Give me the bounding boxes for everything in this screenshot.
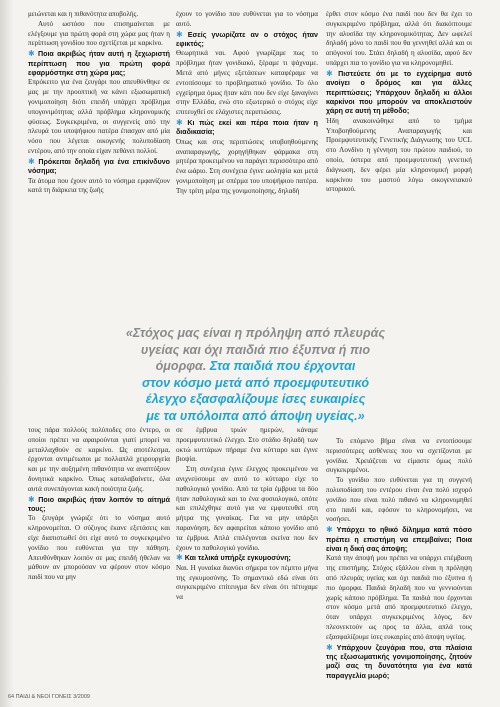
star-icon: ✱	[176, 117, 183, 127]
column-3-bottom	[326, 437, 472, 681]
paragraph: Θεωρητικά ναι. Αφού γνωρίζαμε πως το πρόβλημα ήταν γονιδιακό, ξέραμε τι ψάχναμε. Μετά από μήνες εξετάσεων καταφέραμε να εντοπίσουμε το προβληματικό γονίδιο. Το όλο εγχείρημα όμως ήταν κάτι που δεν είχε ξαναγίνει στην Ελλάδα, ενώ στο εξωτερικό ο στόχος είχε επιτευχθεί σε ελάχιστες περιπτώσεις.	[176, 49, 318, 117]
star-icon: ✱	[28, 49, 35, 59]
question-text: Υπάρχει το ηθικό δίλημμα κατά πόσο πρέπει η επιστήμη να επεμβαίνει; Ποια είναι η δική σας άποψη;	[326, 526, 473, 553]
question-text: Κι πώς εκεί και πέρα ποια ήταν η διαδικασία;	[176, 118, 318, 137]
star-icon: ✱	[326, 525, 333, 535]
question-heading	[326, 69, 472, 117]
question-heading	[326, 643, 472, 682]
question-text: Υπάρχουν ζευγάρια που, στα πλαίσια της εξωσωματικής γονιμοποίησης, ζητούν μαζί σας τη δυνατότητα για ένα κατά παραγγελία μωρό;	[326, 643, 473, 680]
question-text: Εσείς γνωρίζατε αν ο στόχος ήταν εφικτός;	[176, 30, 318, 48]
question-heading	[326, 525, 472, 554]
pull-quote-fragment: Στα παιδιά που έρχονται	[209, 359, 356, 374]
question-text: Πρόκειται δηλαδή για ένα επικίνδυνο νόσημα;	[28, 157, 170, 176]
pull-quote-line: έλεγχο εξασφαλίζουμε ίσες ευκαιρίες	[145, 392, 366, 407]
question-text: Και τελικά υπήρξε εγκυμοσύνη;	[184, 554, 291, 563]
column-1-bottom	[28, 426, 170, 583]
paragraph: Στη συνέχεια έγινε έλεγχος προκειμένου να ανιχνεύσουμε αν αυτό το κύτταρο είχε το παθολογικό γονίδιο. Από τα τρία έμβρυα τα δύο ήταν παθολογικά και το ένα φυσιολογικό, οπότε και επιλέχθηκε αυτό για να εμφυτευθεί στη μήτρα της γυναίκας. Για να μην υπάρξει παρανόηση, δεν αφαιρείται κάποιο γονίδιο από τα έμβρυα. Απλά επιλέγονται εκείνα που δεν έχουν το παθολογικό γονίδιο.	[176, 465, 318, 552]
question-text: Ποιο ακριβώς ήταν λοιπόν το αίτημά τους;	[28, 495, 170, 513]
star-icon: ✱	[176, 553, 183, 563]
paragraph: Αυτό ωστόσο που επισημαίνεται με ελέγξουμε για πρώτη φορά στη χώρα μας ήταν η περίπτωση γονιδίου που σχετίζεται με καρκίνο.	[28, 19, 170, 48]
column-2-top	[176, 10, 318, 197]
paragraph: μειώνεται και η πιθανότητα αποβολής.	[28, 10, 139, 18]
paragraph: τους πάρα πολλούς πολύποδες στο έντερο, οι οποίοι πρέπει να αφαιρούνται γιατί μπορεί να μεταλλαχθούν σε καρκίνο. Ως αποτέλεσμα, έρχονται αντιμέτωποι με πολλαπλά χειρουργεία και με την αυξημένη πιθανότητα να αναπτύξουν δυνητικά καρκίνο. Όπως καταλαβαίνετε, όλα αυτά συνεπάγονται κακή ποιότητα ζωής.	[28, 426, 170, 493]
question-text: Ποια ακριβώς ήταν αυτή η ξεχωριστή περίπτωση που για πρώτη φορά εφαρμόστηκε στη χώρα μας;	[28, 50, 170, 77]
paragraph: Επρόκειτο για ένα ζευγάρι που απευθύνθηκε σε μας με την προοπτική να κάνει εξωσωματική γονιμοποίηση διότι επειδή υπάρχει πρόβλημα υπογονιμότητας αλλά πρόβλημα κληρονομικής φύσεως. Συγκεκριμένα, οι συγγενείς από την πλευρά του υποψήφιου πατέρα έπασχαν από μία νόσο που λέγεται οικογενής πολυποδίαση εντέρου, από την οποία είχαν πεθάνει πολλοί.	[28, 78, 170, 155]
column-2-bottom	[176, 426, 318, 603]
paragraph: Το επόμενο βήμα είναι να εντοπίσουμε περισσότερες ασθένειες που να σχετίζονται με γονίδια. Χρειάζεται να είμαστε όμως πολύ συγκεκριμένοι.	[326, 437, 472, 475]
paragraph: Το ζευγάρι γνώριζε ότι το νόσημα αυτό κληρονομείται. Ο σύζυγος έκανε εξετάσεις και είχε διαπιστωθεί ότι είχε αυτό το συγκεκριμένο γονίδιο που ευθύνεται για την πάθηση. Απευθύνθηκαν λοιπόν σε μας επειδή ήθελαν να μάθουν αν μπορούσαν να φέρουν στον κόσμο παιδί που να μην	[28, 514, 170, 582]
paragraph: Το γονίδιο που ευθύνεται για τη συγγενή πολυποδίαση του εντέρου είναι ένα πολύ ισχυρό γονίδιο που είναι πολύ πιθανό να κληρονομηθεί στο παιδί και, εφόσον το κληρονομήσει, να νοσήσει.	[326, 476, 472, 524]
star-icon: ✱	[326, 68, 333, 78]
star-icon: ✱	[326, 642, 333, 652]
pull-quote-line: υγείας και όχι παιδιά πιο έξυπνα ή πιο	[140, 342, 371, 357]
pull-quote-line: με τα υπόλοιπα από άποψη υγείας.»	[146, 408, 365, 423]
question-heading	[28, 49, 170, 78]
page-gutter-shadow	[0, 0, 14, 707]
paragraph: Τα άτομα που έχουν αυτό το νόσημα εμφανίζουν κατά τη διάρκεια της ζωής	[28, 176, 170, 195]
pull-quote-fragment: όμορφα.	[155, 359, 210, 374]
question-heading	[176, 30, 318, 50]
star-icon: ✱	[28, 156, 35, 166]
paragraph: Κατά την άποψή μου πρέπει να υπάρχει επέμβαση της επιστήμης. Στόχος εξάλλου είναι η πρόληψη από πλευράς υγείας και όχι παιδιά πιο έξυπνα ή πιο όμορφα. Παιδιά δηλαδή που να γεννιούνται χωρίς κάποιο πρόβλημα. Τα παιδιά που έρχονται στον κόσμο μετά από προεμφυτευτικό έλεγχο, όταν υπάρχει συγκεκριμένος λόγος, δεν πλεονεκτούν ως προς τα άλλα, απλά τους εξασφαλίζουμε ίσες ευκαιρίες από άποψη υγείας.	[326, 554, 472, 641]
star-icon: ✱	[176, 29, 183, 39]
paragraph: Όπως και στις περιπτώσεις υποβοηθούμενης αναπαραγωγής, χορηγήθηκαν φάρμακα στη μητέρα προκειμένου να παράγει περισσότερο από ένα ωάριο. Στη συνέχεια έγινε ωοληψία και μετά γονιμοποίηση με σπέρμα του υποψήφιου πατέρα. Την τρίτη μέρα της γονιμοποίησης, δηλαδή	[176, 137, 318, 195]
pull-quote-line	[28, 358, 483, 375]
page-footer: 64 ΠΑΙΔΙ & ΝΕΟΙ ΓΟΝΕΙΣ 3/2009	[8, 694, 90, 700]
pull-quote-line: στον κόσμο μετά από προεμφυτευτικό	[141, 375, 370, 390]
paragraph: Ναι. Η γυναίκα διανύει σήμερα τον πέμπτο μήνα της εγκυμοσύνης. Το σημαντικό εδώ είναι ότι συγκεκριμένο επίτευγμα δεν είναι ότι πέτυχαμε να	[176, 563, 318, 602]
paragraph: έχουν το γονίδιο που ευθύνεται για το νόσημα αυτό.	[176, 10, 318, 28]
question-heading	[28, 157, 170, 177]
pull-quote	[28, 325, 483, 425]
question-heading	[176, 118, 318, 138]
star-icon: ✱	[28, 494, 35, 504]
column-3-top	[326, 10, 472, 195]
paragraph: έρθει στον κόσμο ένα παιδί που δεν θα έχει το συγκεκριμένο πρόβλημα, αλλά ότι διακόπτουμε την αλυσίδα την κληρονομικότητας. Δεν ωφελεί δηλαδή μόνο το παιδί που θα γεννηθεί αλλά και οι απόγονοί του. Στάει δηλαδή η αλυσίδα, αφού δεν υπάρχει πια το γονίδιο για να κληρονομηθεί.	[326, 10, 472, 67]
question-heading	[28, 495, 170, 515]
paragraph: σε έμβρυα τριών ημερών, κάναμε προεμφυτευτικό έλεγχο. Στο στάδιο δηλαδή των οκτώ κυττάρων πήραμε ένα κύτταρο και έγινε βιοψία.	[176, 426, 318, 464]
question-text: Πιστεύετε ότι με το εγχείρημα αυτό ανοίγει ο δρόμος και για άλλες περιπτώσεις; Υπάρχουν δηλαδή κι άλλοι καρκίνοι που μπορούν να αποκλειστούν χάρη σε αυτή τη μέθοδο;	[326, 69, 472, 116]
pull-quote-line: «Στόχος μας είναι η πρόληψη από πλευράς	[125, 326, 386, 340]
paragraph: Ήδη ανακοινώθηκε από το τμήμα Υποβοηθούμενης Αναπαραγωγής και Προεμφυτευτικής Γενετικής Διάγνωσης του UCL στο Λονδίνο η γέννηση του πρώτου παιδιού, το οποίο, ύστερα από προεμφυτευτική γενετική διάγνωση, δεν φέρει μία κληρονομική μορφή καρκίνου του μαστού λόγω οικογενειακού ιστορικού.	[326, 116, 472, 194]
column-1-top	[28, 10, 170, 196]
question-heading	[176, 553, 318, 563]
